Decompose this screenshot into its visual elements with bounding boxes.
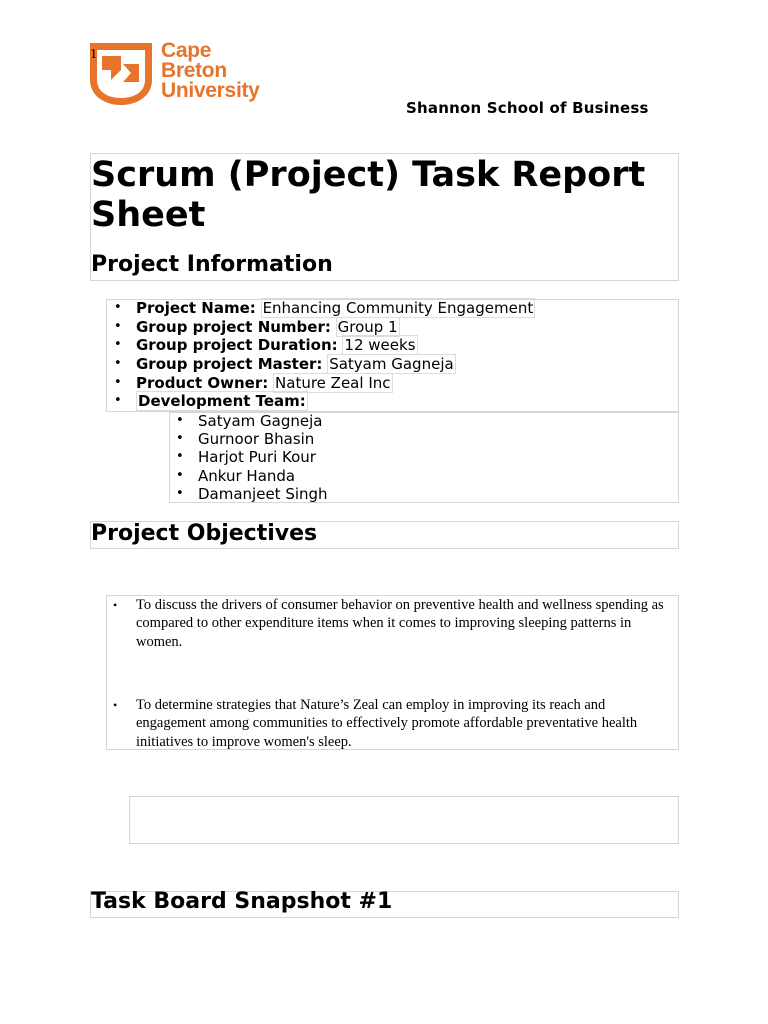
development-team-list (176, 412, 328, 503)
list-item: • Product Owner: Nature Zeal Inc (114, 373, 391, 392)
logo-line-3: University (161, 79, 260, 102)
objective-item: • To discuss the drivers of consumer behavior on preventive health and wellness spending as compared to other expenditure items when it comes to improving sleeping patterns in women. (113, 597, 664, 650)
school-name: Shannon School of Business (406, 99, 649, 117)
task-board-heading: Task Board Snapshot #1 (91, 889, 393, 914)
empty-box (129, 796, 679, 844)
list-item: • Satyam Gagneja (176, 412, 323, 430)
cbu-shield-icon (87, 40, 155, 108)
list-item: • Development Team: (114, 392, 306, 411)
project-objectives-heading: Project Objectives (91, 521, 318, 546)
list-item: • Damanjeet Singh (176, 484, 328, 503)
cbu-logo (87, 40, 282, 108)
logo-line-1: Cape (161, 39, 212, 62)
list-item: • Harjot Puri Kour (176, 448, 316, 467)
list-item: • Group project Number: Group 1 (114, 317, 398, 336)
list-item: • Group project Duration: 12 weeks (114, 336, 416, 355)
list-item: • Ankur Handa (176, 466, 296, 485)
objective-item: • To determine strategies that Nature’s Zeal can employ in improving its reach and engagement among communities to effectively promote affordable preventative health initiatives to improve women's sleep. (113, 697, 638, 750)
list-item: • Group project Master: Satyam Gagneja (114, 355, 454, 374)
logo-wordmark (161, 41, 260, 101)
page-number: 1 (90, 47, 97, 62)
project-info-list (114, 299, 535, 411)
project-information-heading: Project Information (91, 252, 333, 277)
list-item: • Project Name: Enhancing Community Engagement (114, 299, 534, 317)
list-item: • Gurnoor Bhasin (176, 430, 315, 449)
logo-line-2: Breton (161, 59, 227, 82)
page-title: Scrum (Project) Task Report Sheet (91, 155, 646, 235)
